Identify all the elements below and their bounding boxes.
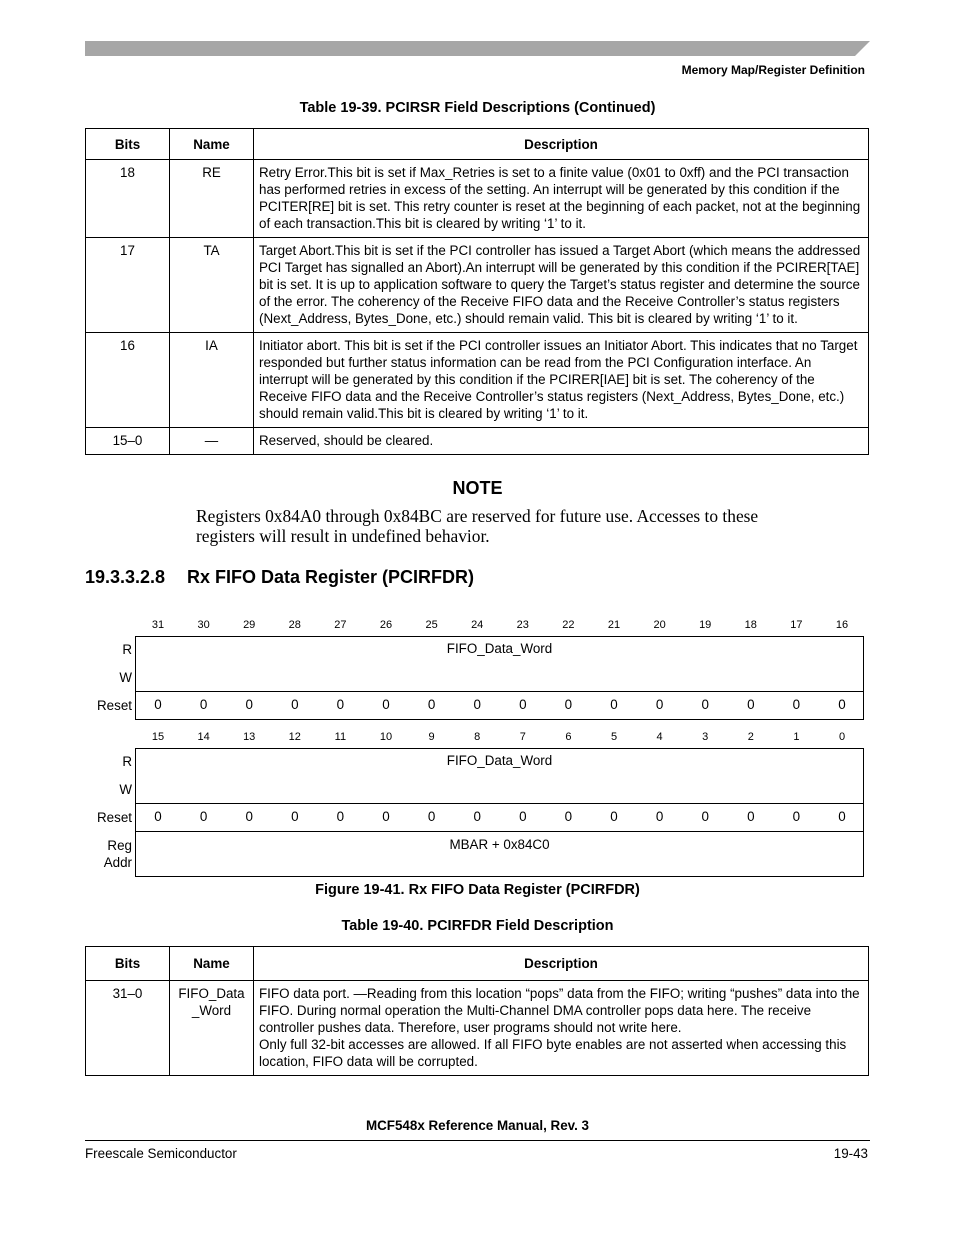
field-name-lower: FIFO_Data_Word [446,753,553,768]
bit-number: 20 [653,619,666,631]
table-header-row [86,947,869,981]
cell-bits: 17 [86,238,170,333]
section-number: 19.3.3.2.8 [85,567,166,587]
table-row [86,428,869,455]
table-row [86,238,869,333]
bit-number: 24 [471,619,484,631]
bit-number: 15 [151,731,165,743]
column-header-bits: Bits [86,947,170,981]
reset-value: 0 [336,809,345,824]
column-header-name: Name [170,129,254,160]
bit-number: 4 [656,731,663,743]
bit-number: 11 [334,731,347,743]
table-row [86,333,869,428]
bit-number: 1 [793,731,800,743]
bit-number: 18 [744,619,757,631]
reset-value: 0 [792,697,801,712]
bit-number: 23 [516,619,529,631]
bit-number: 22 [562,619,575,631]
description-paragraph: FIFO data port. —Reading from this location “pops” data from the FIFO; writing “pushes” data into the FIFO. During normal operation the Multi-Channel DMA controller pops data here. The receive controller pushes data. Therefore, user programs should not write here. [259,986,860,1035]
reset-value: 0 [199,809,208,824]
reset-value: 0 [838,697,846,712]
section-title: Rx FIFO Data Register (PCIRFDR) [187,567,475,587]
cell-name: IA [170,333,254,428]
reset-value: 0 [792,809,801,824]
note-title: NOTE [452,478,503,498]
cell-description: Reserved, should be cleared. [254,428,869,455]
bit-number: 6 [565,731,572,743]
reset-value: 0 [838,809,846,824]
reset-value: 0 [427,697,436,712]
bit-number: 21 [607,619,621,631]
bit-number: 27 [334,619,347,631]
bit-number: 3 [702,731,709,743]
table-40 [85,946,869,1076]
row-label-r: R [122,754,132,769]
footer-title: MCF548x Reference Manual, Rev. 3 [365,1118,590,1133]
reset-value: 0 [610,809,618,824]
row-label-reg: Reg [107,838,132,853]
reset-value: 0 [473,697,481,712]
footer-divider [85,1140,870,1141]
reset-value: 0 [154,697,162,712]
table-row [86,981,869,1076]
column-header-description: Description [254,947,869,981]
bit-number: 28 [288,619,301,631]
bit-number: 0 [838,731,846,743]
column-header-name: Name [170,947,254,981]
row-label-r: R [122,642,132,657]
reset-value: 0 [245,697,253,712]
bit-number: 9 [428,731,435,743]
header-bar-shape [85,41,870,56]
section-heading [85,567,474,588]
bit-number: 29 [243,619,256,631]
table-39 [85,128,869,455]
cell-description [254,981,869,1076]
cell-name: TA [170,238,254,333]
row-label-addr: Addr [103,855,132,870]
row-label-reset: Reset [97,810,132,825]
reset-value: 0 [245,809,253,824]
cell-name-line: _Word [191,1003,232,1018]
bit-number: 7 [519,731,526,743]
cell-description: Retry Error.This bit is set if Max_Retries is set to a finite value (0x01 to 0xff) and the PCI transaction has performed retries in excess of the setting. An interrupt will be generated by this condition if the PCITER[RE] bit is set. This retry counter is reset at the beginning of each packet, not at the beginning of each transaction.This bit is cleared by writing ‘1’ to it. [254,160,869,238]
cell-bits: 15–0 [86,428,170,455]
cell-name: — [170,428,254,455]
reset-value: 0 [701,809,709,824]
field-name-upper: FIFO_Data_Word [446,641,553,656]
reset-value: 0 [610,697,618,712]
cell-name: RE [170,160,254,238]
cell-bits: 31–0 [86,981,170,1076]
reset-value: 0 [519,697,527,712]
row-label-w: W [119,782,132,797]
note-body: Registers 0x84A0 through 0x84BC are reserved for future use. Accesses to these registers will result in undefined behavior. [196,506,759,546]
bit-number: 31 [151,619,165,631]
bit-number: 5 [610,731,618,743]
page-number: 19-43 [833,1146,868,1161]
bit-number: 14 [197,731,210,743]
reset-value: 0 [291,809,299,824]
running-header: Memory Map/Register Definition [681,63,865,77]
reset-value: 0 [336,697,345,712]
table-40-caption: Table 19-40. PCIRFDR Field Description [341,918,614,934]
reset-value: 0 [427,809,436,824]
reset-value: 0 [564,809,573,824]
footer-publisher: Freescale Semiconductor [85,1146,237,1161]
bit-number: 16 [835,619,849,631]
bit-number: 10 [379,731,393,743]
reset-value: 0 [291,697,299,712]
cell-bits: 16 [86,333,170,428]
cell-description: Initiator abort. This bit is set if the PCI controller issues an Initiator Abort. This indicates that no Target responded but further status information can be read from the PCI Configuration interface. An interrupt will be generated by this condition if the PCIRER[IAE] bit is set. The coherency of the Receive FIFO data and the Receive Controller’s status registers (Next_Address, Bytes_Done, etc.) should remain valid.This bit is cleared by writing ‘1’ to it. [254,333,869,428]
bit-number: 8 [474,731,481,743]
table-row [86,160,869,238]
bit-number: 2 [747,731,754,743]
bit-number: 30 [197,619,210,631]
table-39-caption: Table 19-39. PCIRSR Field Descriptions (Continued) [299,100,656,116]
column-header-bits: Bits [86,129,170,160]
cell-name-line: FIFO_Data [178,986,245,1001]
reset-value: 0 [473,809,481,824]
reset-value: 0 [564,697,573,712]
header-bar [85,41,870,56]
reset-value: 0 [199,697,208,712]
table-header-row [86,129,869,160]
reset-value: 0 [382,809,390,824]
reset-value: 0 [382,697,390,712]
row-label-w: W [119,670,132,685]
bit-number: 12 [288,731,301,743]
reset-value: 0 [655,697,664,712]
reset-value: 0 [701,697,709,712]
row-label-reset: Reset [97,698,132,713]
reset-value: 0 [655,809,664,824]
cell-name [170,981,254,1076]
reset-value: 0 [747,809,755,824]
description-paragraph: Only full 32-bit accesses are allowed. If all FIFO byte enables are not asserted when accessing this location, FIFO data will be corrupted. [259,1037,847,1069]
figure-caption: Figure 19-41. Rx FIFO Data Register (PCIRFDR) [315,882,640,898]
bit-number: 13 [243,731,256,743]
cell-bits: 18 [86,160,170,238]
cell-description: Target Abort.This bit is set if the PCI controller has issued a Target Abort (which means the addressed PCI Target has signalled an Abort).An interrupt will be generated by this condition if the PCIRER[TAE] bit is set. It is up to application software to query the Target’s status register and determine the source of the error. The coherency of the Receive FIFO data and the Receive Controller’s status registers (Next_Address, Bytes_Done, etc.) should remain valid. This bit is cleared by writing ‘1’ to it. [254,238,869,333]
reset-value: 0 [154,809,162,824]
reset-value: 0 [519,809,527,824]
bit-number: 26 [379,619,393,631]
column-header-description: Description [254,129,869,160]
register-address: MBAR + 0x84C0 [449,837,550,852]
bit-number: 25 [425,619,438,631]
bit-number: 17 [790,619,803,631]
reset-value: 0 [747,697,755,712]
bit-number: 19 [699,619,712,631]
